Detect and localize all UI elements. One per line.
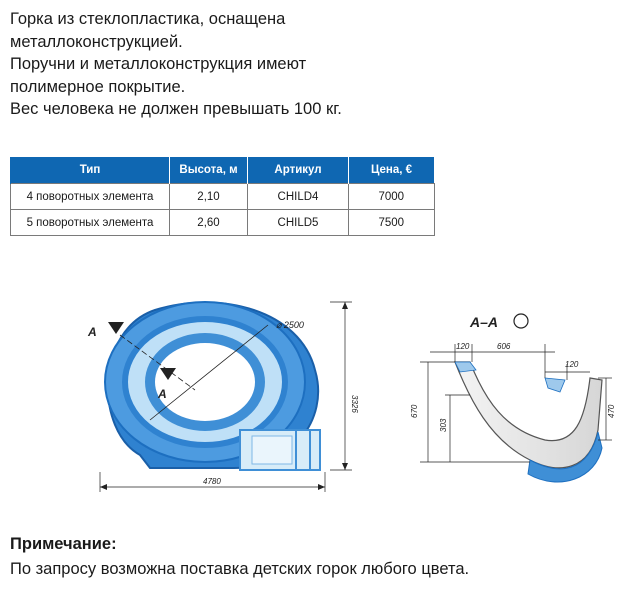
section-label-a1: A bbox=[88, 325, 97, 339]
diameter-label: ⌀ 2500 bbox=[276, 320, 304, 330]
cell-type: 5 поворотных элемента bbox=[11, 210, 170, 236]
header-price: Цена, € bbox=[349, 157, 435, 184]
slide-top-view bbox=[87, 302, 359, 492]
dim-120-right: 120 bbox=[565, 360, 579, 369]
dim-470: 470 bbox=[607, 404, 616, 418]
note-text: По запросу возможна поставка детских горок любого цвета. bbox=[10, 560, 470, 578]
intro-line: металлоконструкцией. bbox=[10, 32, 183, 51]
dim-120-left: 120 bbox=[456, 342, 470, 351]
header-type: Тип bbox=[11, 157, 170, 184]
slide-exit-inner bbox=[252, 436, 292, 464]
intro-line: Горка из стеклопластика, оснащена bbox=[10, 10, 286, 28]
dim-303: 303 bbox=[439, 418, 448, 432]
dim-606: 606 bbox=[497, 342, 511, 351]
cell-height: 2,10 bbox=[170, 184, 248, 210]
width-label: 4780 bbox=[203, 477, 221, 486]
dim-670: 670 bbox=[410, 404, 419, 418]
cell-price: 7000 bbox=[349, 184, 435, 210]
intro-line: полимерное покрытие. bbox=[10, 77, 186, 96]
cell-article: CHILD4 bbox=[248, 184, 349, 210]
section-title: A–A bbox=[470, 314, 499, 330]
slide-section-view bbox=[410, 314, 616, 482]
header-article: Артикул bbox=[248, 157, 349, 184]
cell-type: 4 поворотных элемента bbox=[11, 184, 170, 210]
section-arrow-icon bbox=[108, 322, 124, 334]
intro-line: Вес человека не должен превышать 100 кг. bbox=[10, 100, 342, 118]
height-label: 3326 bbox=[350, 395, 359, 413]
note-title: Примечание: bbox=[10, 535, 117, 553]
section-label-a2: A bbox=[158, 387, 167, 401]
cell-price: 7500 bbox=[349, 210, 435, 236]
trough-profile bbox=[455, 362, 602, 468]
intro-line: Поручни и металлоконструкция имеют bbox=[10, 55, 307, 73]
section-marker-icon bbox=[514, 314, 528, 328]
slide-center-hole bbox=[163, 349, 247, 415]
header-height: Высота, м bbox=[170, 157, 248, 184]
cell-height: 2,60 bbox=[170, 210, 248, 236]
cell-article: CHILD5 bbox=[248, 210, 349, 236]
